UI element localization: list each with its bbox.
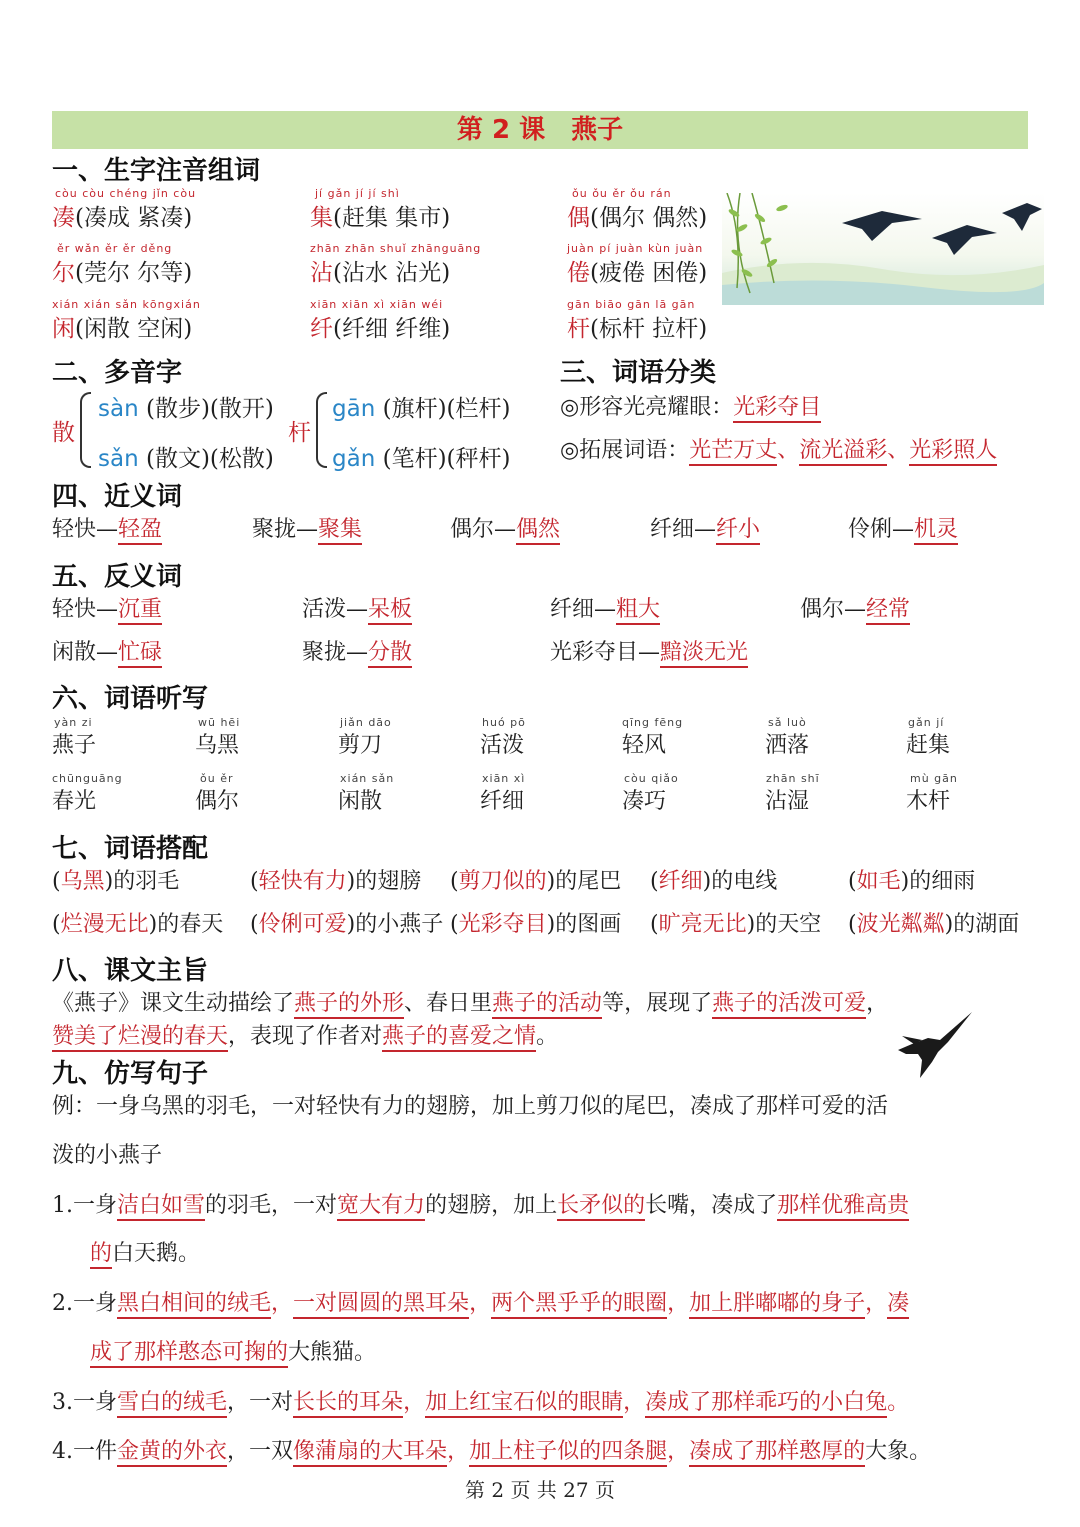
antonym-pair: 偶尔—经常 xyxy=(800,592,910,623)
collocation-item: (波光粼粼)的湖面 xyxy=(848,912,1020,937)
section-heading-9: 九、仿写句子 xyxy=(52,1059,209,1089)
collocation-item: (剪刀似的)的尾巴 xyxy=(450,869,622,894)
classify-row: ◎形容光亮耀眼：光彩夺目 xyxy=(560,390,821,421)
collocation-item: (光彩夺目)的图画 xyxy=(450,912,622,937)
swallows-illustration xyxy=(722,193,1044,305)
synonym-pair: 伶俐—机灵 xyxy=(848,512,958,543)
imitation-3: 3.一身雪白的绒毛，一对长长的耳朵，加上红宝石似的眼睛，凑成了那样乖巧的小白兔。 xyxy=(52,1385,909,1416)
section-heading-1: 一、生字注音组词 xyxy=(52,156,261,186)
collocation-item: (旷亮无比)的天空 xyxy=(650,912,822,937)
antonym-pair: 聚拢—分散 xyxy=(302,635,412,666)
imitation-1-line-2: 的白天鹅。 xyxy=(90,1236,200,1267)
collocation-item: (烂漫无比)的春天 xyxy=(52,912,224,937)
section-heading-8: 八、课文主旨 xyxy=(52,956,209,986)
section-heading-6: 六、词语听写 xyxy=(52,684,209,714)
section-heading-7: 七、词语搭配 xyxy=(52,834,209,864)
example-line-2: 泼的小燕子 xyxy=(52,1143,163,1168)
antonym-pair: 光彩夺目—黯淡无光 xyxy=(550,635,748,666)
brace-icon xyxy=(80,392,91,468)
imitation-2-line-1: 2.一身黑白相间的绒毛，一对圆圆的黑耳朵，两个黑乎乎的眼圈，加上胖嘟嘟的身子，凑 xyxy=(52,1286,909,1317)
theme-line-1: 《燕子》课文生动描绘了燕子的外形、春日里燕子的活动等，展现了燕子的活泼可爱， xyxy=(52,986,888,1017)
imitation-1-line-1: 1.一身洁白如雪的羽毛，一对宽大有力的翅膀，加上长矛似的长嘴，凑成了那样优雅高贵 xyxy=(52,1188,909,1219)
antonym-pair: 活泼—呆板 xyxy=(302,592,412,623)
synonym-pair: 聚拢—聚集 xyxy=(252,512,362,543)
section-heading-3: 三、词语分类 xyxy=(560,358,717,388)
collocation-item: (伶俐可爱)的小燕子 xyxy=(250,912,444,937)
collocation-item: (纤细)的电线 xyxy=(650,869,778,894)
synonym-pair: 轻快—轻盈 xyxy=(52,512,162,543)
antonym-pair: 轻快—沉重 xyxy=(52,592,162,623)
collocation-item: (乌黑)的羽毛 xyxy=(52,869,180,894)
brace-icon xyxy=(316,392,327,468)
collocation-item: (如毛)的细雨 xyxy=(848,869,976,894)
imitation-2-line-2: 成了那样憨态可掬的大熊猫。 xyxy=(90,1335,376,1366)
section-heading-2: 二、多音字 xyxy=(52,358,183,388)
page-footer: 第 2 页 共 27 页 xyxy=(465,1478,615,1502)
theme-line-2: 赞美了烂漫的春天，表现了作者对燕子的喜爱之情。 xyxy=(52,1019,558,1050)
classify-row: ◎拓展词语：光芒万丈、流光溢彩、光彩照人 xyxy=(560,433,997,464)
lesson-title: 第 2 课 燕子 xyxy=(52,111,1028,149)
example-line-1: 例：一身乌黑的羽毛，一对轻快有力的翅膀，加上剪刀似的尾巴，凑成了那样可爱的活 xyxy=(52,1094,889,1119)
antonym-pair: 纤细—粗大 xyxy=(550,592,660,623)
section-heading-4: 四、近义词 xyxy=(52,482,183,512)
swallow-icon xyxy=(892,1010,974,1080)
imitation-4: 4.一件金黄的外衣，一双像蒲扇的大耳朵，加上柱子似的四条腿，凑成了那样憨厚的大象。 xyxy=(52,1434,931,1465)
collocation-item: (轻快有力)的翅膀 xyxy=(250,869,422,894)
synonym-pair: 纤细—纤小 xyxy=(650,512,760,543)
section-heading-5: 五、反义词 xyxy=(52,562,183,592)
synonym-pair: 偶尔—偶然 xyxy=(450,512,560,543)
antonym-pair: 闲散—忙碌 xyxy=(52,635,162,666)
